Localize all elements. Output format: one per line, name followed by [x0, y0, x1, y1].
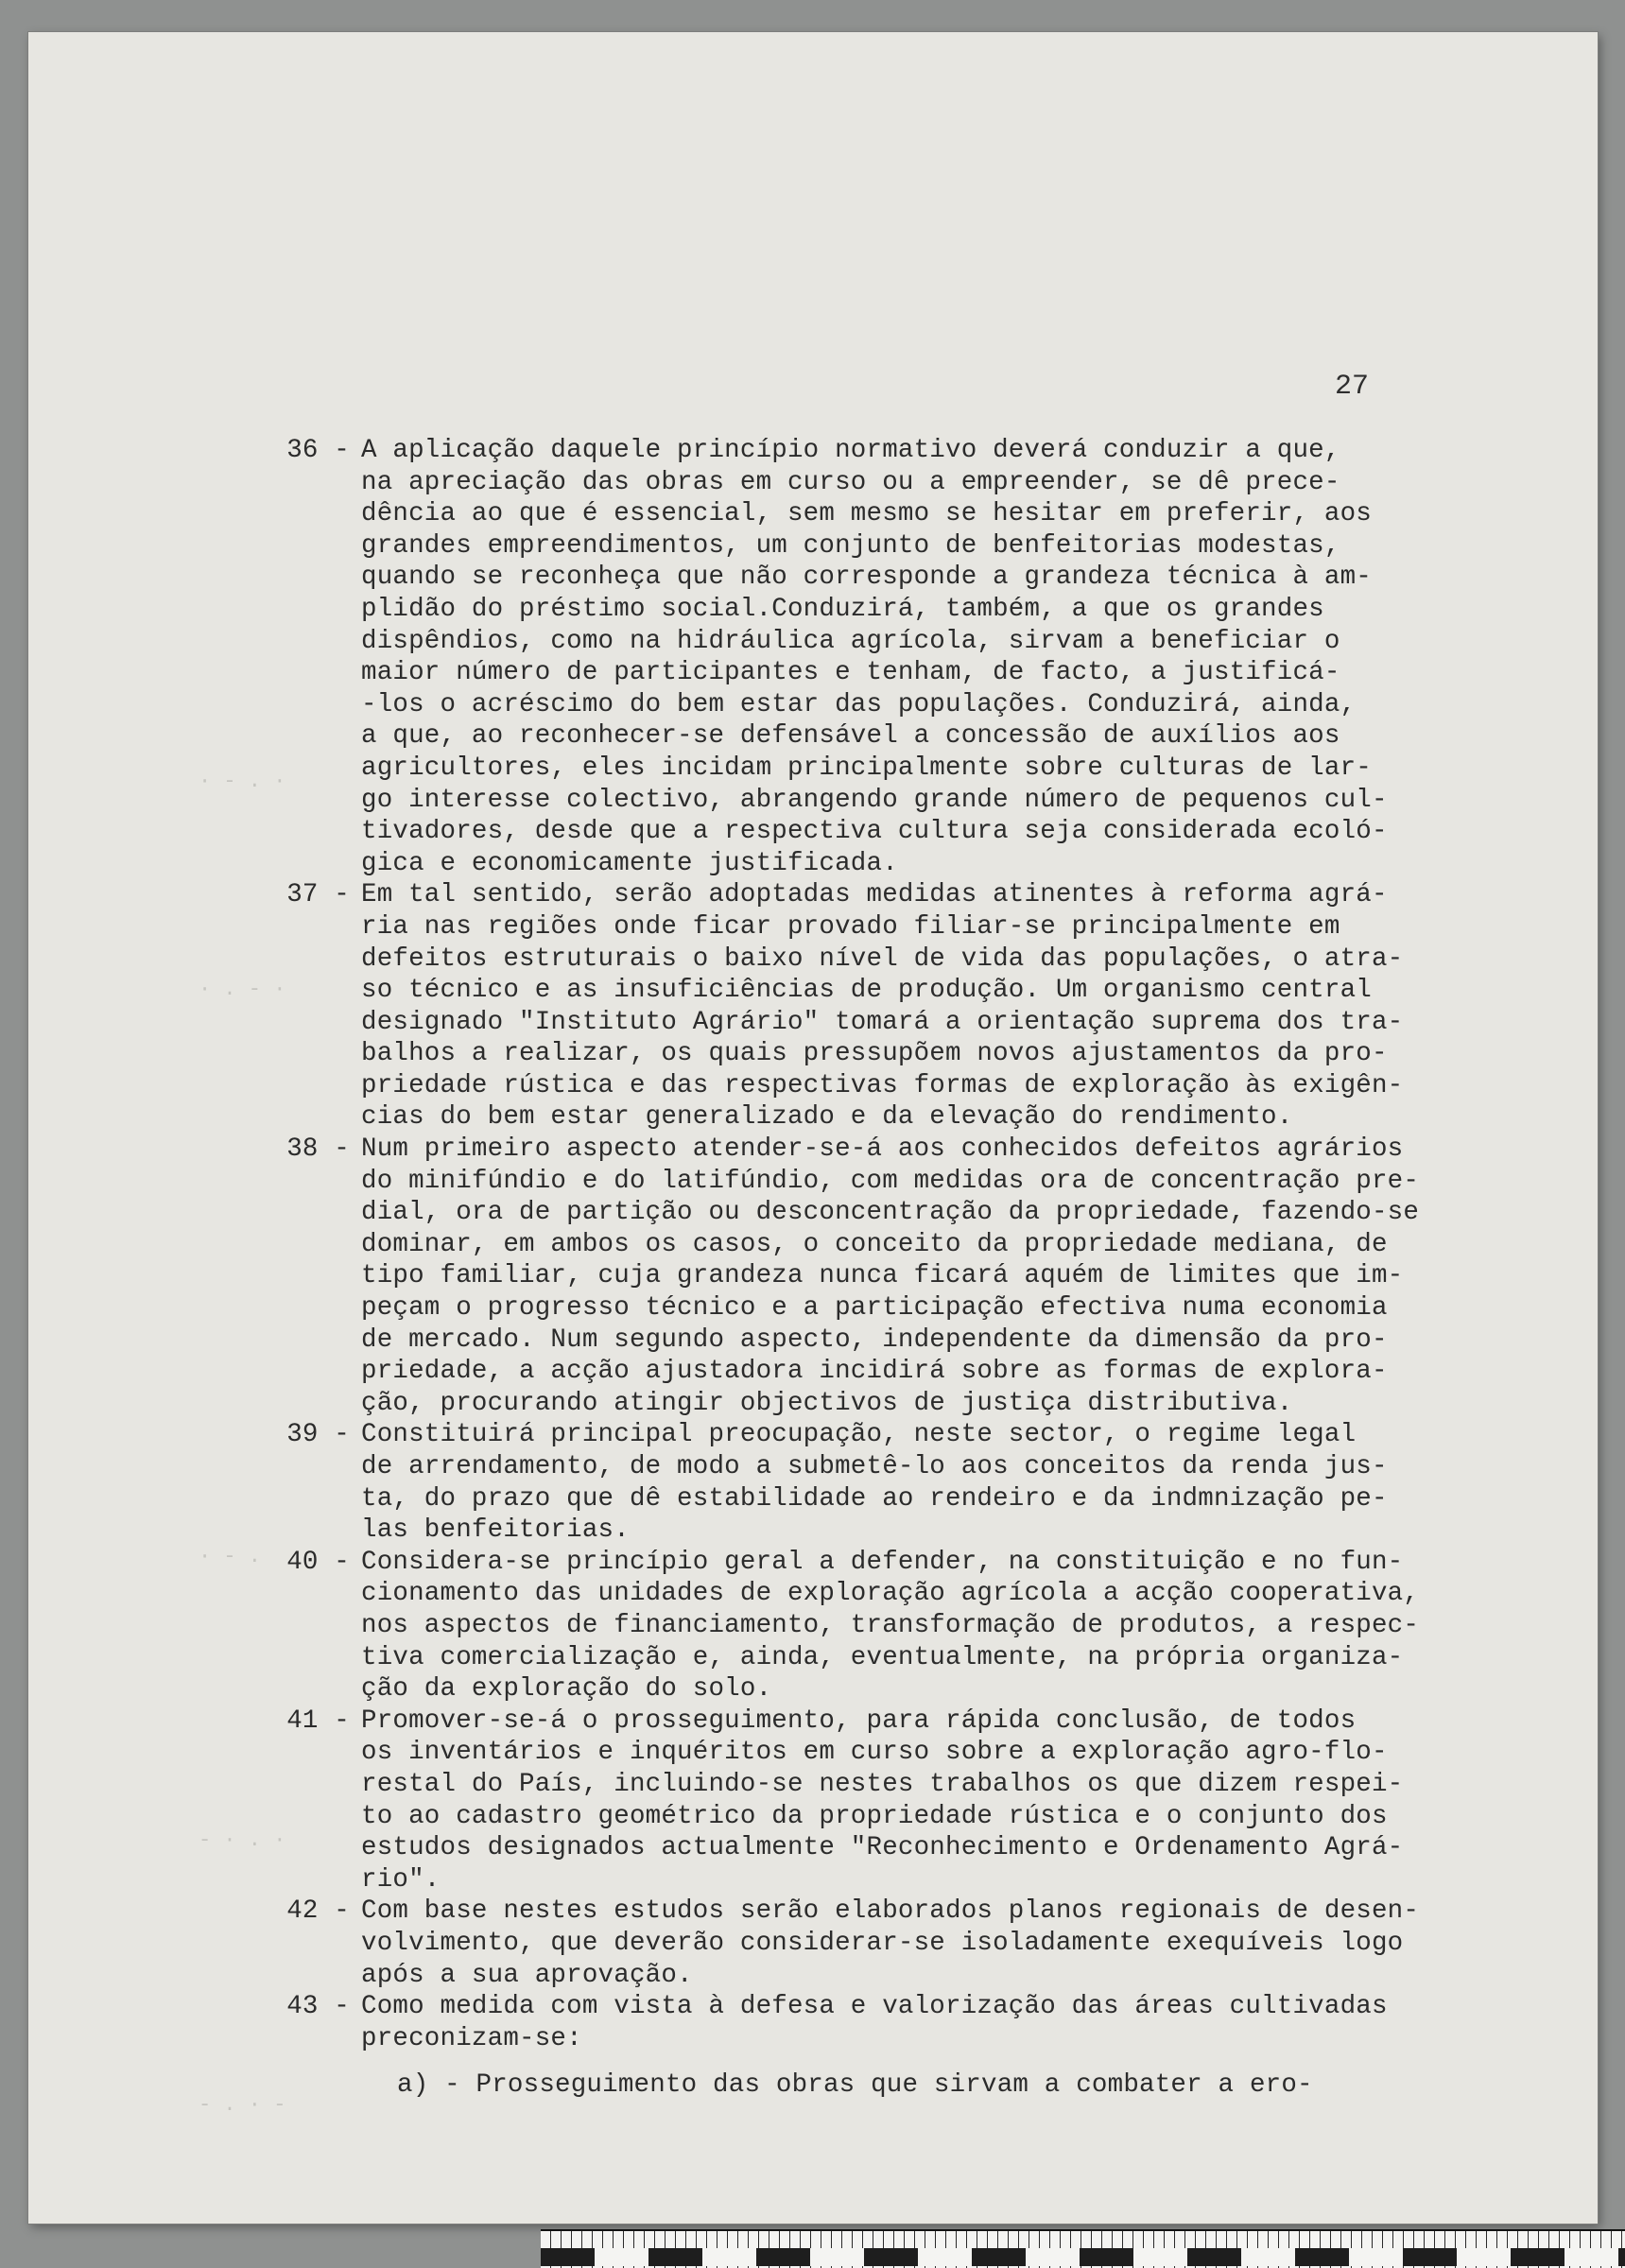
paragraph-37: [236, 879, 1484, 1134]
text-line: a que, ao reconhecer-se defensável a concessão de auxílios aos: [361, 721, 1340, 752]
text-line: to ao cadastro geométrico da propriedade rústica e o conjunto dos: [361, 1801, 1388, 1831]
paragraph-number: 42 -: [286, 1896, 350, 1927]
text-line: defeitos estruturais o baixo nível de vida das populações, o atra-: [361, 944, 1404, 974]
text-line: Num primeiro aspecto atender-se-á aos conhecidos defeitos agrários: [361, 1134, 1404, 1165]
text-line: dominar, em ambos os casos, o conceito da propriedade mediana, de: [361, 1229, 1388, 1259]
paragraph-43: [236, 1991, 1484, 2054]
text-line: Em tal sentido, serão adoptadas medidas atinentes à reforma agrá-: [361, 880, 1388, 910]
text-line: priedade rústica e das respectivas formas de exploração às exigên-: [361, 1070, 1404, 1100]
text-line: A aplicação daquele princípio normativo deverá conduzir a que,: [361, 436, 1340, 465]
text-line: maior número de participantes e tenham, de facto, a justificá-: [361, 658, 1340, 688]
text-line: dial, ora de partição ou desconcentração da propriedade, fazendo-se: [361, 1198, 1420, 1228]
text-line: cionamento das unidades de exploração agrícola a acção cooperativa,: [361, 1579, 1420, 1609]
paragraph-36: [236, 435, 1484, 879]
text-line: restal do País, incluindo-se nestes trabalhos os que dizem respei-: [361, 1769, 1404, 1799]
text-line: ção, procurando atingir objectivos de justiça distributiva.: [361, 1388, 1293, 1418]
text-line: tipo familiar, cuja grandeza nunca ficará aquém de limites que im-: [361, 1261, 1404, 1291]
text-line: os inventários e inquéritos em curso sobre a exploração agro-flo-: [361, 1738, 1388, 1768]
bleed-through-marks: - . · -: [199, 2093, 286, 2117]
text-line: tiva comercialização e, ainda, eventualmente, na própria organiza-: [361, 1642, 1404, 1672]
text-line: nos aspectos de financiamento, transformação de produtos, a respec-: [361, 1610, 1420, 1640]
paragraph-number: 43 -: [286, 1992, 350, 2022]
text-line: so técnico e as insuficiências de produção. Um organismo central: [361, 976, 1372, 1006]
paragraph-number: 36 -: [286, 436, 350, 465]
text-line: Com base nestes estudos serão elaborados planos regionais de desen-: [361, 1896, 1420, 1927]
text-line: peçam o progresso técnico e a participação efectiva numa economia: [361, 1293, 1388, 1324]
text-line: grandes empreendimentos, um conjunto de benfeitorias modestas,: [361, 530, 1340, 561]
paragraph-number: 40 -: [286, 1547, 350, 1577]
subitem-label: a) -: [397, 2070, 460, 2101]
text-line: de arrendamento, de modo a submetê-lo aos conceitos da renda jus-: [361, 1452, 1388, 1481]
text-line: dispêndios, como na hidráulica agrícola, sirvam a beneficiar o: [361, 626, 1340, 656]
document-body: [236, 435, 1484, 2102]
text-line: preconizam-se:: [361, 2023, 582, 2053]
text-line: Constituirá principal preocupação, neste sector, o regime legal: [361, 1420, 1357, 1450]
subitem-text: Prosseguimento das obras que sirvam a combater a ero-: [475, 2070, 1313, 2101]
subitem-a: [236, 2069, 1484, 2102]
text-line: do minifúndio e do latifúndio, com medidas ora de concentração pre-: [361, 1166, 1420, 1196]
text-line: designado "Instituto Agrário" tomará a orientação suprema dos tra-: [361, 1007, 1404, 1037]
paragraph-42: [236, 1896, 1484, 1991]
text-line: volvimento, que deverão considerar-se isoladamente exequíveis logo: [361, 1928, 1404, 1958]
text-line: tivadores, desde que a respectiva cultura seja considerada ecoló-: [361, 817, 1388, 847]
text-line: las benfeitorias.: [361, 1515, 630, 1546]
text-line: agricultores, eles incidam principalmente sobre culturas de lar-: [361, 753, 1372, 783]
bleed-through-marks: · . - ·: [199, 978, 286, 1001]
text-line: quando se reconheça que não corresponde a grandeza técnica à am-: [361, 563, 1372, 593]
subitem-line: [236, 2069, 1484, 2102]
bleed-through-marks: - · . ·: [199, 1828, 286, 1852]
text-line: após a sua aprovação.: [361, 1960, 693, 1990]
paragraph-number: 38 -: [286, 1134, 350, 1165]
paragraph-number: 41 -: [286, 1705, 350, 1736]
bleed-through-marks: · - .: [199, 1545, 262, 1568]
text-line: na apreciação das obras em curso ou a empreender, se dê prece-: [361, 467, 1340, 497]
paragraph-41: [236, 1705, 1484, 1896]
page-number: 27: [1335, 371, 1370, 403]
bleed-through-marks: · - . ·: [199, 770, 286, 793]
paragraph-39: [236, 1419, 1484, 1546]
text-line: dência ao que é essencial, sem mesmo se hesitar em preferir, aos: [361, 499, 1372, 529]
text-line: gica e economicamente justificada.: [361, 848, 898, 878]
paragraph-number: 39 -: [286, 1420, 350, 1450]
text-line: Promover-se-á o prosseguimento, para rápida conclusão, de todos: [361, 1705, 1357, 1736]
paragraph-number: 37 -: [286, 880, 350, 910]
text-line: estudos designados actualmente "Reconhecimento e Ordenamento Agrá-: [361, 1833, 1404, 1863]
text-line: go interesse colectivo, abrangendo grande número de pequenos cul-: [361, 785, 1388, 815]
text-line: de mercado. Num segundo aspecto, independente da dimensão da pro-: [361, 1324, 1388, 1355]
paragraph-38: [236, 1134, 1484, 1419]
text-line: Como medida com vista à defesa e valorização das áreas cultivadas: [361, 1992, 1388, 2022]
text-line: plidão do préstimo social.Conduzirá, também, a que os grandes: [361, 594, 1324, 624]
text-line: balhos a realizar, os quais pressupõem novos ajustamentos da pro-: [361, 1039, 1388, 1069]
text-line: rio".: [361, 1864, 441, 1895]
scan-ruler-scale: [541, 2248, 1625, 2266]
text-line: priedade, a acção ajustadora incidirá sobre as formas de explora-: [361, 1357, 1388, 1387]
text-line: cias do bem estar generalizado e da elevação do rendimento.: [361, 1102, 1293, 1133]
text-line: ção da exploração do solo.: [361, 1674, 772, 1705]
text-line: ta, do prazo que dê estabilidade ao rendeiro e da indmnização pe-: [361, 1483, 1388, 1514]
paragraph-40: [236, 1547, 1484, 1705]
text-line: Considera-se princípio geral a defender, na constituição e no fun-: [361, 1547, 1404, 1577]
text-line: ria nas regiões onde ficar provado filiar-se principalmente em: [361, 911, 1340, 942]
text-line: -los o acréscimo do bem estar das populações. Conduzirá, ainda,: [361, 689, 1357, 719]
